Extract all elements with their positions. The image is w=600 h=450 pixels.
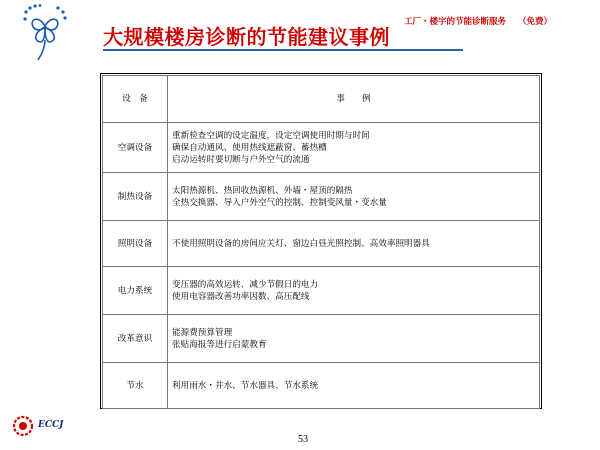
row-description xyxy=(168,123,540,173)
table-row xyxy=(103,315,540,363)
description-line: 变压器的高效运转、减少节假日的电力 xyxy=(172,279,319,290)
service-note xyxy=(404,15,552,27)
examples-table-frame xyxy=(100,73,542,409)
description-line: 能源费预算管理 xyxy=(172,327,233,338)
row-description xyxy=(168,363,540,409)
clover-logo-icon xyxy=(22,4,68,66)
page-title: 大规模楼房诊断的节能建议事例 xyxy=(103,25,390,49)
description-line: 太阳热源机、热回收热源机、外墙・屋顶的隔热 xyxy=(172,185,353,196)
table-row xyxy=(103,221,540,267)
table-row xyxy=(103,173,540,221)
row-category: 电力系统 xyxy=(103,267,168,315)
table-header-row xyxy=(103,76,540,123)
row-category: 节水 xyxy=(103,363,168,409)
row-category: 制热设备 xyxy=(103,173,168,221)
description-line: 张贴海报等进行启蒙教育 xyxy=(172,339,267,350)
column-header-equipment: 设 备 xyxy=(103,76,168,123)
examples-table xyxy=(102,75,540,409)
eccj-logo-icon xyxy=(12,415,34,437)
row-category: 照明设备 xyxy=(103,221,168,267)
table-row xyxy=(103,123,540,173)
row-description xyxy=(168,221,540,267)
row-category: 空调设备 xyxy=(103,123,168,173)
description-line: 重新检查空调的设定温度，设定空调使用时期与时间 xyxy=(172,130,370,141)
description-line: 不使用照明设备的房间应关灯、窗边白昼光照控制、高效率照明器具 xyxy=(172,238,430,249)
description-line: 启动运转时要切断与户外空气的流通 xyxy=(172,154,310,165)
table-row xyxy=(103,363,540,409)
row-description xyxy=(168,267,540,315)
eccj-logo-text: ECCJ xyxy=(38,420,64,430)
service-note-text: 工厂・楼宇的节能诊断服务 xyxy=(404,17,507,27)
page-number: 53 xyxy=(298,434,308,445)
column-header-examples: 事 例 xyxy=(168,76,540,123)
free-note: （免费） xyxy=(518,17,553,27)
description-line: 全热交换器、导入户外空气的控制、控制变风量・变水量 xyxy=(172,197,387,208)
description-line: 确保自动通风、使用热线遮蔽窗、蓄热槽 xyxy=(172,142,327,153)
row-description xyxy=(168,315,540,363)
row-category: 改革意识 xyxy=(103,315,168,363)
title-underline xyxy=(103,49,463,51)
description-line: 使用电容器改善功率因数、高压配线 xyxy=(172,291,310,302)
description-line: 利用雨水・井水、节水器具、节水系统 xyxy=(172,380,319,391)
row-description xyxy=(168,173,540,221)
table-row xyxy=(103,267,540,315)
